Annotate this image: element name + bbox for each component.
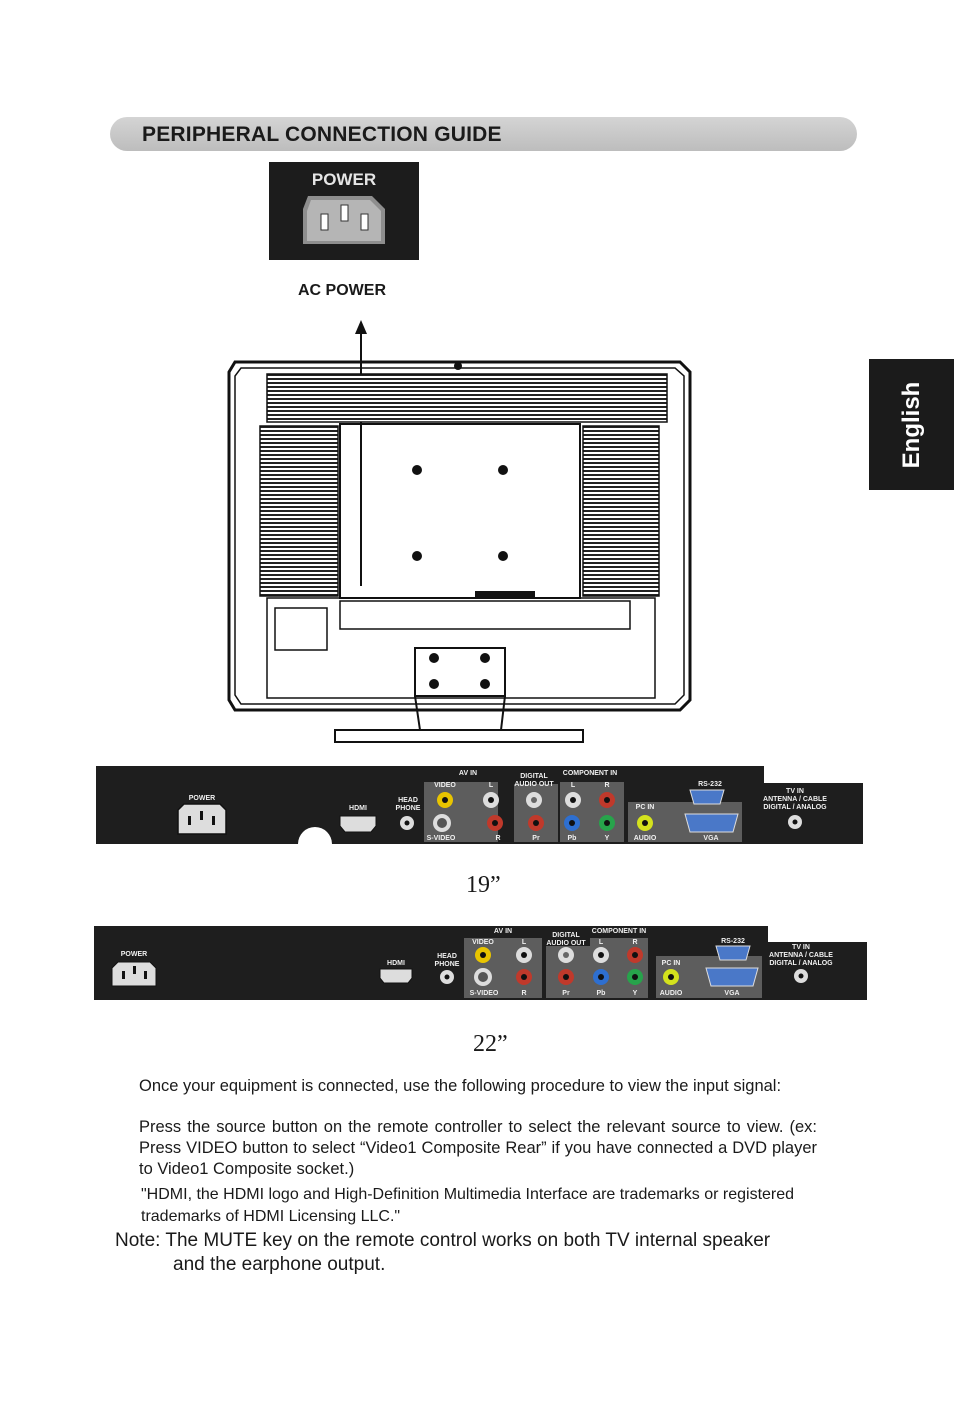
size-label-19: 19” xyxy=(466,872,501,898)
label-comp-l: L xyxy=(598,939,604,946)
label-pr: Pr xyxy=(562,990,570,997)
language-tab xyxy=(869,359,954,490)
connector-panel-19 xyxy=(96,764,864,848)
label-headphone-1: HEAD xyxy=(398,797,418,804)
ac-power-caption: AC POWER xyxy=(298,282,386,299)
label-r: R xyxy=(495,835,501,842)
mute-note xyxy=(115,1229,845,1277)
label-comp-r: R xyxy=(632,939,638,946)
trademark-notice: "HDMI, the HDMI logo and High-Definition Multimedia Interface are trademarks or registered trademarks of HDMI Licensing LLC." xyxy=(141,1186,795,1225)
label-component-in: COMPONENT IN xyxy=(591,928,647,935)
label-digital-2: AUDIO OUT xyxy=(514,781,554,788)
label-tv-in-1: TV IN xyxy=(792,944,810,951)
label-pc-in: PC IN xyxy=(635,804,655,811)
size-label-22: 22” xyxy=(473,1031,508,1057)
power-inset-label: POWER xyxy=(311,170,377,189)
label-tv-in-3: DIGITAL / ANALOG xyxy=(763,804,827,811)
label-rs232: RS-232 xyxy=(698,781,722,788)
label-power: POWER xyxy=(188,795,216,802)
label-y: Y xyxy=(632,990,638,997)
instruction-paragraph-2: Press the source button on the remote controller to select the relevant source to view. (ex: Press VIDEO button to select “Video1 Composite Rear” if you have connected a DVD player to Video1 Composite socket.) xyxy=(139,1118,817,1178)
label-tv-in-2: ANTENNA / CABLE xyxy=(763,796,827,803)
label-comp-r: R xyxy=(604,782,610,789)
label-digital-1: DIGITAL xyxy=(552,932,580,939)
label-l: L xyxy=(521,939,527,946)
label-rs232: RS-232 xyxy=(721,938,745,945)
label-pc-in: PC IN xyxy=(661,960,681,967)
mute-note-line-2: and the earphone output. xyxy=(173,1254,386,1275)
label-hdmi: HDMI xyxy=(387,960,405,967)
label-av-in: AV IN xyxy=(493,928,513,935)
label-headphone-2: PHONE xyxy=(434,961,460,968)
label-headphone-2: PHONE xyxy=(395,805,421,812)
label-tv-in-2: ANTENNA / CABLE xyxy=(769,952,833,959)
label-headphone-1: HEAD xyxy=(437,953,457,960)
label-digital-2: AUDIO OUT xyxy=(546,940,586,947)
label-component-in: COMPONENT IN xyxy=(562,770,618,777)
label-y: Y xyxy=(604,835,610,842)
label-av-in: AV IN xyxy=(458,770,478,777)
label-hdmi: HDMI xyxy=(349,805,367,812)
label-pr: Pr xyxy=(532,835,540,842)
label-tv-in-3: DIGITAL / ANALOG xyxy=(769,960,833,967)
label-svideo: S-VIDEO xyxy=(469,990,499,997)
label-power: POWER xyxy=(120,951,148,958)
label-pb: Pb xyxy=(567,835,577,842)
label-comp-l: L xyxy=(570,782,576,789)
label-audio: AUDIO xyxy=(659,990,683,997)
tv-rear-illustration xyxy=(225,318,695,748)
label-tv-in-1: TV IN xyxy=(786,788,804,795)
label-svideo: S-VIDEO xyxy=(426,835,456,842)
label-digital-1: DIGITAL xyxy=(520,773,548,780)
section-title: PERIPHERAL CONNECTION GUIDE xyxy=(142,123,502,146)
connector-panel-22 xyxy=(94,924,868,1002)
label-vga: VGA xyxy=(703,835,719,842)
label-pb: Pb xyxy=(596,990,606,997)
mute-note-line-1: Note: The MUTE key on the remote control works on both TV internal speaker xyxy=(115,1230,771,1251)
ac-socket-icon xyxy=(269,162,419,260)
instruction-paragraph-1: Once your equipment is connected, use the following procedure to view the input signal: xyxy=(139,1077,782,1095)
label-l: L xyxy=(488,782,494,789)
label-video: VIDEO xyxy=(472,939,494,946)
label-vga: VGA xyxy=(724,990,740,997)
language-tab-label: English xyxy=(897,381,925,468)
label-video: VIDEO xyxy=(434,782,456,789)
power-socket-inset xyxy=(269,162,419,260)
label-audio: AUDIO xyxy=(633,835,657,842)
label-r: R xyxy=(521,990,527,997)
